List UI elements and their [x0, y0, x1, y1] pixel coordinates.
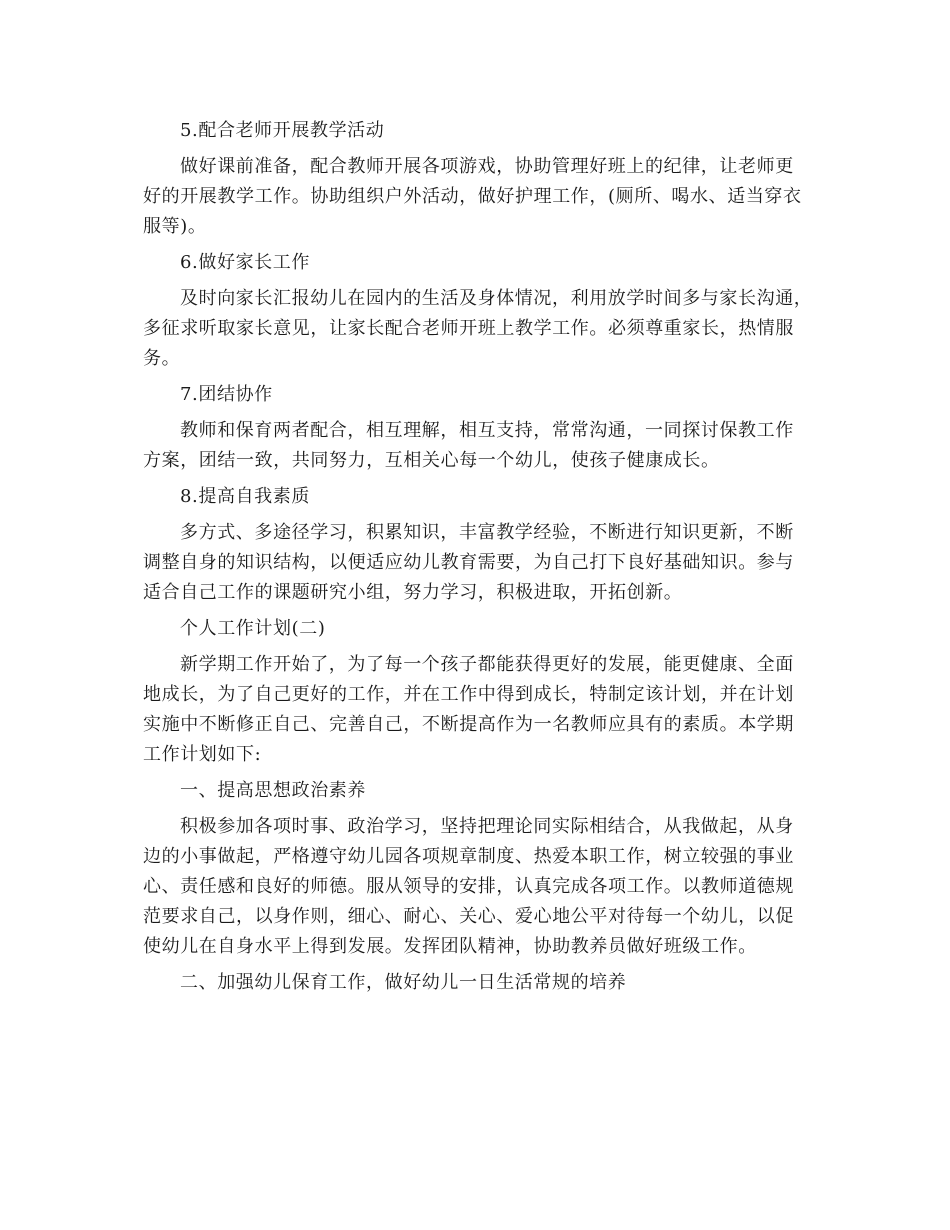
paragraph-line: 调整自身的知识结构，以便适应幼儿教育需要，为自己打下良好基础知识。参与: [143, 552, 794, 573]
section-heading-5: 5.配合老师开展教学活动: [180, 120, 385, 141]
paragraph-line: 多方式、多途径学习，积累知识，丰富教学经验，不断进行知识更新，不断: [180, 522, 794, 543]
document-page: [143, 116, 813, 998]
paragraph-line: 适合自己工作的课题研究小组，努力学习，积极进取，开拓创新。: [143, 582, 683, 603]
section-heading-7: 7.团结协作: [180, 384, 273, 405]
paragraph-line: 做好课前准备，配合教师开展各项游戏，协助管理好班上的纪律，让老师更: [180, 156, 794, 177]
paragraph-line: 多征求听取家长意见，让家长配合老师开班上教学工作。必须尊重家长，热情服: [143, 318, 794, 339]
section-heading-8: 8.提高自我素质: [180, 486, 310, 507]
paragraph-line: 新学期工作开始了，为了每一个孩子都能获得更好的发展，能更健康、全面: [180, 654, 794, 675]
paragraph-line: 积极参加各项时事、政治学习，坚持把理论同实际相结合，从我做起，从身: [180, 816, 794, 837]
paragraph-line: 范要求自己，以身作则，细心、耐心、关心、爱心地公平对待每一个幼儿，以促: [143, 906, 794, 927]
section-heading-two: 二、加强幼儿保育工作，做好幼儿一日生活常规的培养: [180, 972, 627, 993]
paragraph-line: 好的开展教学工作。协助组织户外活动，做好护理工作，(厕所、喝水、适当穿衣: [143, 186, 802, 207]
section-heading-6: 6.做好家长工作: [180, 252, 310, 273]
paragraph-line: 地成长，为了自己更好的工作，并在工作中得到成长，特制定该计划，并在计划: [143, 684, 794, 705]
paragraph-line: 使幼儿在自身水平上得到发展。发挥团队精神，协助教养员做好班级工作。: [143, 936, 757, 957]
paragraph-line: 及时向家长汇报幼儿在园内的生活及身体情况，利用放学时间多与家长沟通，: [180, 288, 813, 309]
paragraph-line: 工作计划如下:: [143, 744, 262, 765]
paragraph-line: 实施中不断修正自己、完善自己，不断提高作为一名教师应具有的素质。本学期: [143, 714, 794, 735]
paragraph-line: 服等)。: [143, 216, 207, 237]
paragraph-line: 方案，团结一致，共同努力，互相关心每一个幼儿，使孩子健康成长。: [143, 450, 720, 471]
paragraph-line: 心、责任感和良好的师德。服从领导的安排，认真完成各项工作。以教师道德规: [143, 876, 794, 897]
paragraph-line: 边的小事做起，严格遵守幼儿园各项规章制度、热爱本职工作，树立较强的事业: [143, 846, 794, 867]
paragraph-line: 教师和保育两者配合，相互理解，相互支持，常常沟通，一同探讨保教工作: [180, 420, 794, 441]
plan-title: 个人工作计划(二): [180, 618, 326, 639]
paragraph-line: 务。: [143, 348, 181, 369]
section-heading-one: 一、提高思想政治素养: [180, 780, 366, 801]
